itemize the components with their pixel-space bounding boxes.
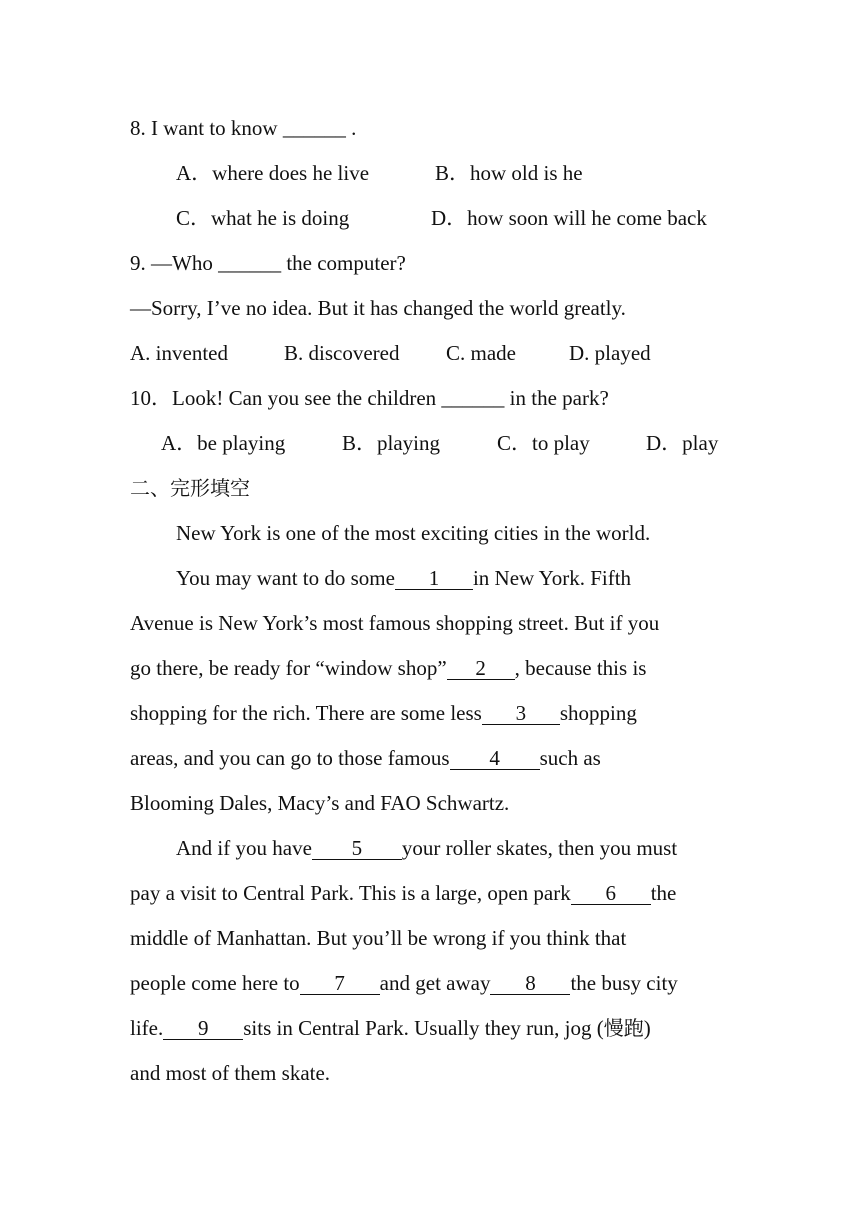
chinese-gloss: 慢跑	[603, 1016, 644, 1040]
passage-text: the busy city	[570, 971, 678, 995]
cloze-blank-4: 4	[450, 747, 540, 770]
passage-text: and get away	[379, 971, 491, 995]
question-8-option-a: A．where does he live	[176, 161, 370, 185]
question-9-reply: —Sorry, I’ve no idea. But it has changed the world greatly.	[130, 296, 626, 320]
cloze-blank-9: 9	[163, 1017, 243, 1040]
passage-line	[130, 969, 678, 997]
passage-text: people come here to	[130, 971, 300, 995]
passage-text: your roller skates, then you must	[401, 836, 678, 860]
cloze-blank-3: 3	[482, 702, 560, 725]
passage-text: pay a visit to Central Park. This is a large, open park	[130, 881, 571, 905]
section-title: 二、完形填空	[130, 476, 250, 500]
cloze-blank-7: 7	[300, 972, 380, 995]
question-8-option-b: B．how old is he	[435, 161, 583, 185]
question-9-option-a: A. invented	[130, 341, 228, 365]
passage-text: life.	[130, 1016, 164, 1040]
passage-line: and most of them skate.	[130, 1061, 331, 1085]
passage-text: sits in Central Park. Usually they run, jog (	[243, 1016, 604, 1040]
question-8-option-d: D．how soon will he come back	[431, 206, 707, 230]
passage-line	[130, 699, 637, 727]
question-10-option-c: C．to play	[497, 431, 590, 455]
passage-text: in New York. Fifth	[472, 566, 632, 590]
passage-text: such as	[539, 746, 601, 770]
passage-line: middle of Manhattan. But you’ll be wrong if you think that	[130, 926, 627, 950]
passage-line	[130, 744, 601, 772]
passage-text: shopping	[559, 701, 637, 725]
question-10-option-d: D．play	[646, 431, 719, 455]
cloze-blank-5: 5	[312, 837, 402, 860]
question-8-option-c: C．what he is doing	[176, 206, 350, 230]
question-10-stem: 10．Look! Can you see the children ______ in the park?	[130, 386, 609, 410]
cloze-blank-1: 1	[395, 567, 473, 590]
cloze-blank-2: 2	[447, 657, 515, 680]
passage-text: )	[643, 1016, 651, 1040]
passage-line: Blooming Dales, Macy’s and FAO Schwartz.	[130, 791, 510, 815]
passage-text: And if you have	[176, 836, 312, 860]
passage-line	[176, 834, 677, 862]
passage-line	[176, 564, 631, 592]
question-10-option-a: A．be playing	[161, 431, 286, 455]
passage-text: areas, and you can go to those famous	[130, 746, 450, 770]
passage-line: Avenue is New York’s most famous shopping street. But if you	[130, 611, 660, 635]
question-8-stem: 8. I want to know ______ .	[130, 116, 357, 140]
question-10-option-b: B．playing	[342, 431, 440, 455]
passage-line	[130, 654, 646, 682]
passage-line	[130, 879, 676, 907]
question-9-option-c: C. made	[446, 341, 516, 365]
passage-line	[130, 1014, 651, 1042]
passage-text: go there, be ready for “window shop”	[130, 656, 447, 680]
passage-text: shopping for the rich. There are some less	[130, 701, 482, 725]
question-9-stem: 9. —Who ______ the computer?	[130, 251, 406, 275]
cloze-blank-6: 6	[571, 882, 651, 905]
cloze-blank-8: 8	[490, 972, 570, 995]
passage-text: , because this is	[514, 656, 647, 680]
question-9-option-d: D. played	[569, 341, 651, 365]
passage-line: New York is one of the most exciting cities in the world.	[176, 521, 651, 545]
question-9-option-b: B. discovered	[284, 341, 400, 365]
passage-text: You may want to do some	[176, 566, 395, 590]
passage-text: the	[650, 881, 677, 905]
